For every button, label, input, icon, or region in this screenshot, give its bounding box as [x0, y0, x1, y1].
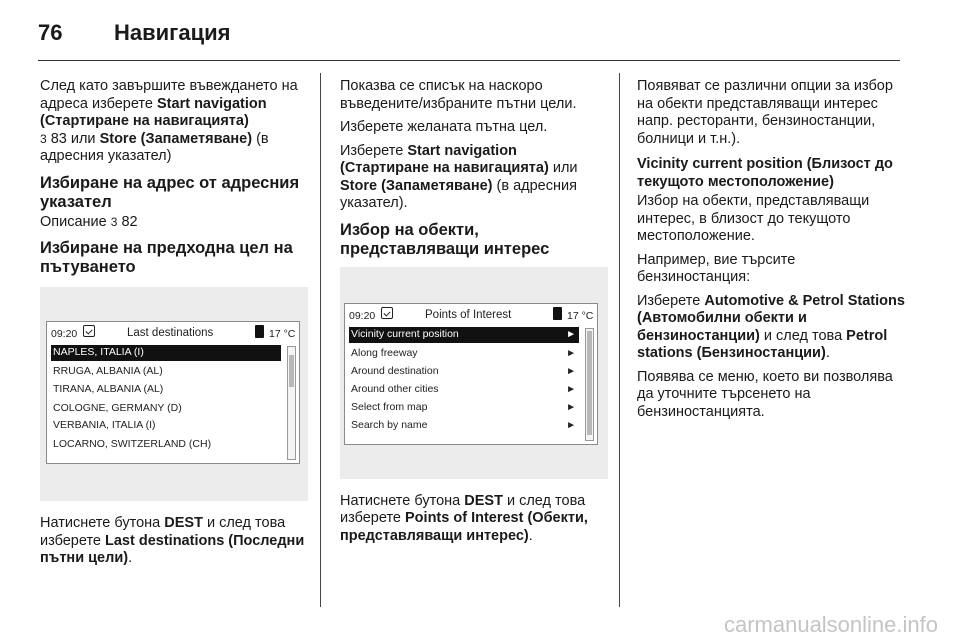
section-heading: Избиране на адрес от адресния указател [40, 173, 300, 211]
return-icon [381, 307, 393, 319]
column-divider-1 [320, 73, 321, 607]
section-heading: Избиране на предходна цел на пътуването [40, 239, 293, 276]
list-item[interactable]: NAPLES, ITALIA (I) [51, 345, 281, 361]
column-3 [637, 78, 905, 427]
destination-list [51, 344, 281, 453]
scrollbar[interactable] [287, 346, 296, 460]
list-item[interactable]: Vicinity current position ► [349, 327, 579, 343]
chevron-right-icon: ► [566, 347, 576, 359]
list-item[interactable]: COLOGNE, GERMANY (D) [53, 402, 182, 414]
list-item[interactable]: RRUGA, ALBANIA (AL) [53, 365, 163, 377]
header-rule [38, 60, 900, 61]
list-item[interactable]: Around destination ► [351, 364, 576, 377]
screen-time: 09:20 [51, 328, 78, 340]
scrollbar-thumb[interactable] [587, 331, 592, 435]
paragraph: Натиснете бутона DEST и след това изберете Points of Interest (Обекти, представляващи интерес). [340, 492, 588, 544]
screen-status-bar [345, 304, 597, 326]
section-heading: Vicinity current position (Близост до текущото местоположение) [637, 156, 893, 190]
screen-temperature: 17 °C [269, 328, 296, 340]
screen-title: Last destinations [127, 327, 214, 339]
column-divider-2 [619, 73, 620, 607]
screen-title: Points of Interest [425, 308, 512, 321]
nav-screen [46, 321, 300, 464]
watermark: carmanualsonline.info [723, 612, 938, 637]
page-title: Навигация [114, 20, 231, 45]
chevron-right-icon: ► [566, 401, 576, 413]
paragraph: Изберете Automotive & Petrol Stations (Автомобилни обекти и бензиностанции) и след това Petrol stations (Бензиностанции). [637, 292, 905, 361]
paragraph: Избор на обекти, представляващи интерес, в близост до текущото местоположение. [637, 193, 870, 244]
column-2 [340, 78, 608, 551]
poi-options-list [349, 326, 579, 434]
list-item[interactable]: Search by name ► [351, 418, 576, 431]
list-item[interactable]: Select from map ► [351, 400, 576, 413]
return-icon [83, 325, 95, 337]
paragraph: Например, вие търсите бензиностанция: [637, 251, 796, 285]
chevron-right-icon: ► [566, 328, 576, 340]
page-reference-icon: 3 [40, 131, 47, 146]
chevron-right-icon: ► [566, 365, 576, 377]
paragraph: Изберете Start navigation (Стартиране на навигацията) или Store (Запаметяване) (в адресния указател). [340, 142, 578, 211]
paragraph: Изберете желаната пътна цел. [340, 119, 548, 135]
paragraph: Описание 3 82 [40, 213, 138, 230]
chevron-right-icon: ► [566, 419, 576, 431]
paragraph: Показва се списък на наскоро въведените/избраните пътни цели. [340, 78, 577, 112]
chevron-right-icon: ► [566, 383, 576, 395]
screenshot-last-destinations [40, 287, 308, 501]
paragraph: Появява се меню, което ви позволява да уточните търсенето на бензиностанцията. [637, 368, 893, 420]
fuel-icon [255, 325, 264, 338]
paragraph: Натиснете бутона DEST и след това изберете Last destinations (Последни пътни цели). [40, 515, 305, 566]
paragraph: След като завършите въвеждането на адреса изберете Start navigation (Стартиране на навигацията) 3 83 или Store (Запаметяване) (в адресния указател) [40, 78, 298, 164]
page-header [38, 18, 902, 60]
screenshot-points-of-interest [340, 267, 608, 479]
nav-screen [344, 303, 598, 445]
screen-temperature: 17 °C [567, 309, 594, 322]
page-number: 76 [38, 20, 63, 45]
screen-time: 09:20 [349, 309, 376, 322]
list-item[interactable]: TIRANA, ALBANIA (AL) [53, 383, 164, 395]
column-1 [40, 78, 308, 574]
list-item[interactable]: VERBANIA, ITALIA (I) [53, 419, 156, 431]
screen-status-bar [47, 322, 299, 344]
list-item[interactable]: Around other cities ► [351, 382, 576, 395]
page-reference-icon: 3 [110, 214, 118, 229]
fuel-icon [553, 307, 562, 320]
scrollbar[interactable] [585, 328, 594, 441]
paragraph: Появяват се различни опции за избор на обекти представляващи интерес напр. ресторанти, бензиностанции, болници и т.н.). [637, 78, 893, 147]
section-heading: Избор на обекти, представляващи интерес [340, 220, 550, 258]
list-item[interactable]: Along freeway ► [351, 346, 576, 359]
scrollbar-thumb[interactable] [289, 355, 294, 387]
list-item[interactable]: LOCARNO, SWITZERLAND (CH) [53, 438, 212, 450]
